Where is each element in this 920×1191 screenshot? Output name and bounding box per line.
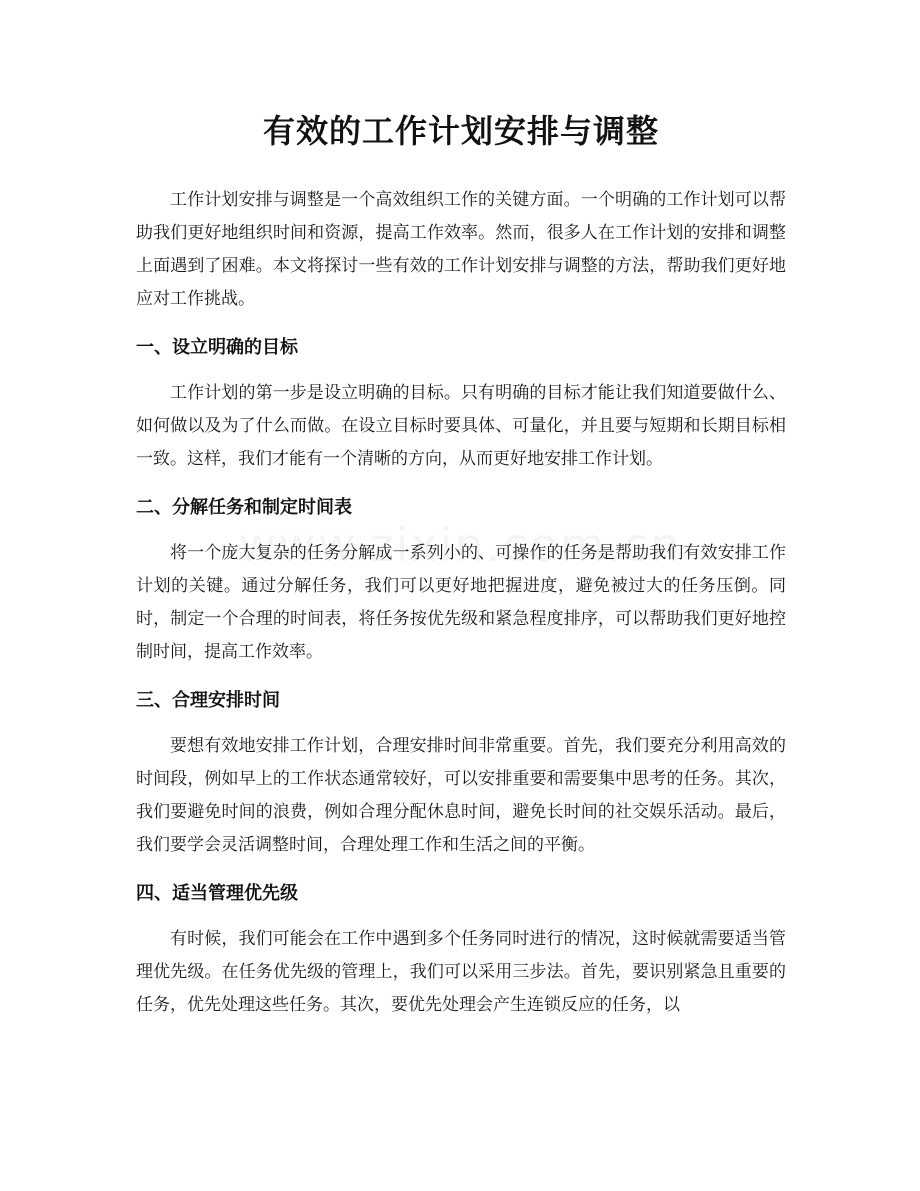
document-title: 有效的工作计划安排与调整: [262, 112, 659, 150]
section-goals: [136, 334, 786, 476]
section-time-arrangement: [136, 687, 786, 862]
section-heading: 二、分解任务和制定时间表: [136, 497, 352, 518]
section-priority-management: [136, 880, 786, 1022]
section-heading: 四、适当管理优先级: [136, 883, 298, 904]
section-heading: 三、合理安排时间: [136, 690, 280, 711]
section-task-breakdown: [136, 494, 786, 669]
intro-paragraph: 工作计划安排与调整是一个高效组织工作的关键方面。一个明确的工作计划可以帮助我们更好地组织时间和资源，提高工作效率。然而，很多人在工作计划的安排和调整上面遇到了困难。本文将探讨一些有效的工作计划安排与调整的方法，帮助我们更好地应对工作挑战。: [136, 190, 786, 309]
intro-block: [136, 184, 786, 316]
section-paragraph: 有时候，我们可能会在工作中遇到多个任务同时进行的情况，这时候就需要适当管理优先级。在任务优先级的管理上，我们可以采用三步法。首先，要识别紧急且重要的任务，优先处理这些任务。其次，要优先处理会产生连锁反应的任务，以: [136, 929, 786, 1015]
section-paragraph: 要想有效地安排工作计划，合理安排时间非常重要。首先，我们要充分利用高效的时间段，例如早上的工作状态通常较好，可以安排重要和需要集中思考的任务。其次，我们要避免时间的浪费，例如合理分配休息时间，避免长时间的社交娱乐活动。最后，我们要学会灵活调整时间，合理处理工作和生活之间的平衡。: [136, 736, 786, 855]
section-paragraph: 将一个庞大复杂的任务分解成一系列小的、可操作的任务是帮助我们有效安排工作计划的关键。通过分解任务，我们可以更好地把握进度，避免被过大的任务压倒。同时，制定一个合理的时间表，将任务按优先级和紧急程度排序，可以帮助我们更好地控制时间，提高工作效率。: [136, 543, 786, 662]
section-paragraph: 工作计划的第一步是设立明确的目标。只有明确的目标才能让我们知道要做什么、如何做以及为了什么而做。在设立目标时要具体、可量化，并且要与短期和长期目标相一致。这样，我们才能有一个清晰的方向，从而更好地安排工作计划。: [136, 383, 786, 469]
section-heading: 一、设立明确的目标: [136, 337, 298, 358]
